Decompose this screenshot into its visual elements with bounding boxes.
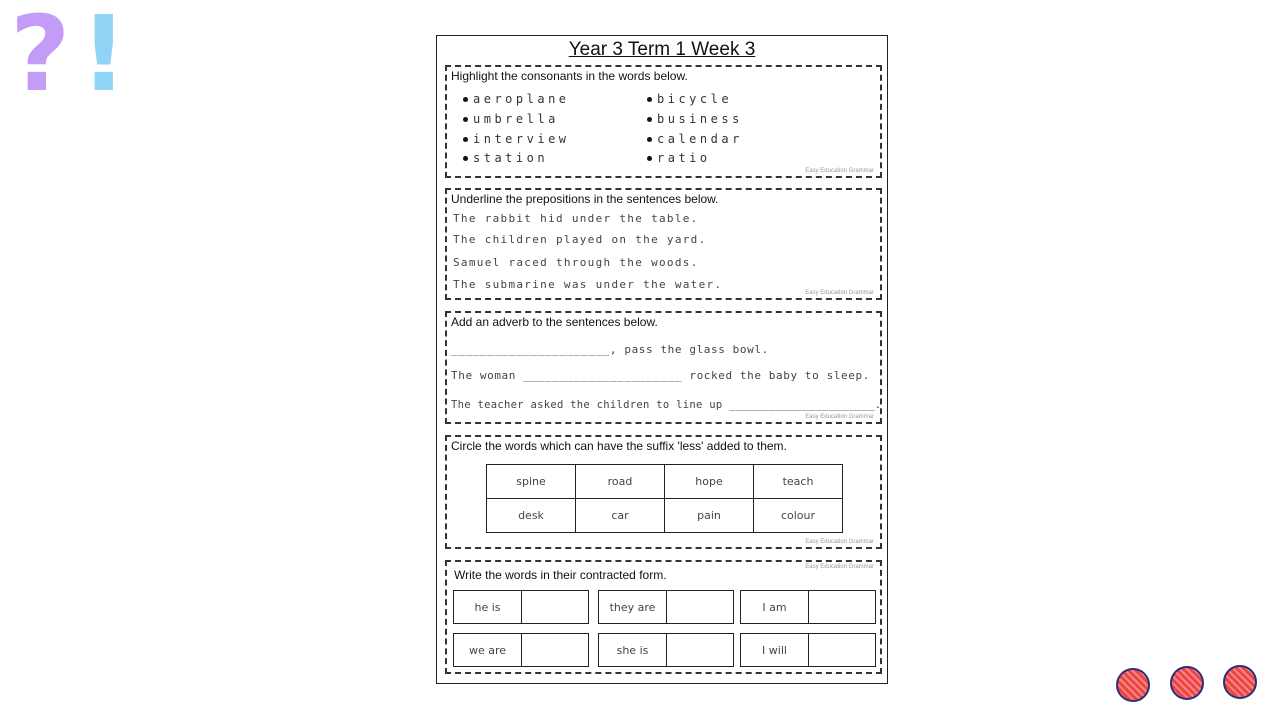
answer-box[interactable] [809, 634, 875, 666]
contraction-word: he is [454, 591, 522, 623]
bullet-icon [647, 117, 652, 122]
word-item: umbrella [463, 112, 559, 126]
question-mark-decoration: ? [10, 0, 71, 115]
answer-box[interactable] [809, 591, 875, 623]
table-cell: teach [754, 465, 843, 499]
table-cell: car [576, 499, 665, 533]
bullet-icon [463, 137, 468, 142]
prepositions-section [445, 188, 882, 300]
suffix-section [445, 435, 882, 549]
highlight-consonants-section [445, 65, 882, 178]
bullet-icon [647, 97, 652, 102]
bullet-icon [463, 97, 468, 102]
answer-box[interactable] [667, 634, 733, 666]
bullet-icon [463, 117, 468, 122]
credit-label: Easy Education Grammar [805, 290, 874, 296]
contraction-pair [453, 590, 589, 624]
contraction-word: I will [741, 634, 809, 666]
credit-label: Easy Education Grammar [805, 564, 874, 570]
contraction-pair [740, 633, 876, 667]
word-item: business [647, 112, 743, 126]
worksheet-title: Year 3 Term 1 Week 3 [568, 39, 756, 60]
word-item: station [463, 151, 548, 165]
section-heading: Underline the prepositions in the sentences below. [451, 192, 719, 206]
exclamation-mark-decoration: ! [80, 0, 128, 115]
red-dot-icon [1113, 665, 1153, 705]
red-dot-icon [1220, 662, 1260, 702]
credit-label: Easy Education Grammar [805, 539, 874, 545]
answer-box[interactable] [667, 591, 733, 623]
sentence: The rabbit hid under the table. [453, 212, 699, 225]
contraction-word: we are [454, 634, 522, 666]
section-heading: Highlight the consonants in the words below. [451, 69, 688, 83]
word-item: aeroplane [463, 92, 570, 106]
adverb-section [445, 311, 882, 424]
sentence: ______________________, pass the glass bowl. [451, 343, 769, 356]
worksheet [436, 35, 888, 684]
word-item: bicycle [647, 92, 732, 106]
word-item: interview [463, 132, 570, 146]
bullet-icon [463, 156, 468, 161]
section-heading: Add an adverb to the sentences below. [451, 315, 658, 329]
contraction-word: I am [741, 591, 809, 623]
answer-box[interactable] [522, 591, 588, 623]
sentence: The woman ______________________ rocked the baby to sleep. [451, 369, 870, 382]
contractions-section [445, 560, 882, 674]
table-cell: desk [487, 499, 576, 533]
table-cell: spine [487, 465, 576, 499]
contraction-word: they are [599, 591, 667, 623]
contraction-pair [740, 590, 876, 624]
word-item: ratio [647, 151, 711, 165]
contraction-word: she is [599, 634, 667, 666]
section-heading: Write the words in their contracted form. [454, 568, 667, 582]
suffix-word-table [486, 464, 843, 533]
bullet-icon [647, 137, 652, 142]
red-dot-icon [1167, 663, 1207, 703]
sentence: The teacher asked the children to line up ______________________. [451, 399, 882, 411]
bullet-icon [647, 156, 652, 161]
table-cell: road [576, 465, 665, 499]
contraction-pair [453, 633, 589, 667]
contraction-pair [598, 633, 734, 667]
credit-label: Easy Education Grammar [805, 414, 874, 420]
table-cell: hope [665, 465, 754, 499]
credit-label: Easy Education Grammar [805, 168, 874, 174]
contraction-pair [598, 590, 734, 624]
word-item: calendar [647, 132, 743, 146]
table-cell: pain [665, 499, 754, 533]
table-cell: colour [754, 499, 843, 533]
answer-box[interactable] [522, 634, 588, 666]
sentence: The children played on the yard. [453, 233, 707, 246]
section-heading: Circle the words which can have the suffix 'less' added to them. [451, 439, 787, 453]
sentence: Samuel raced through the woods. [453, 256, 699, 269]
sentence: The submarine was under the water. [453, 278, 723, 291]
